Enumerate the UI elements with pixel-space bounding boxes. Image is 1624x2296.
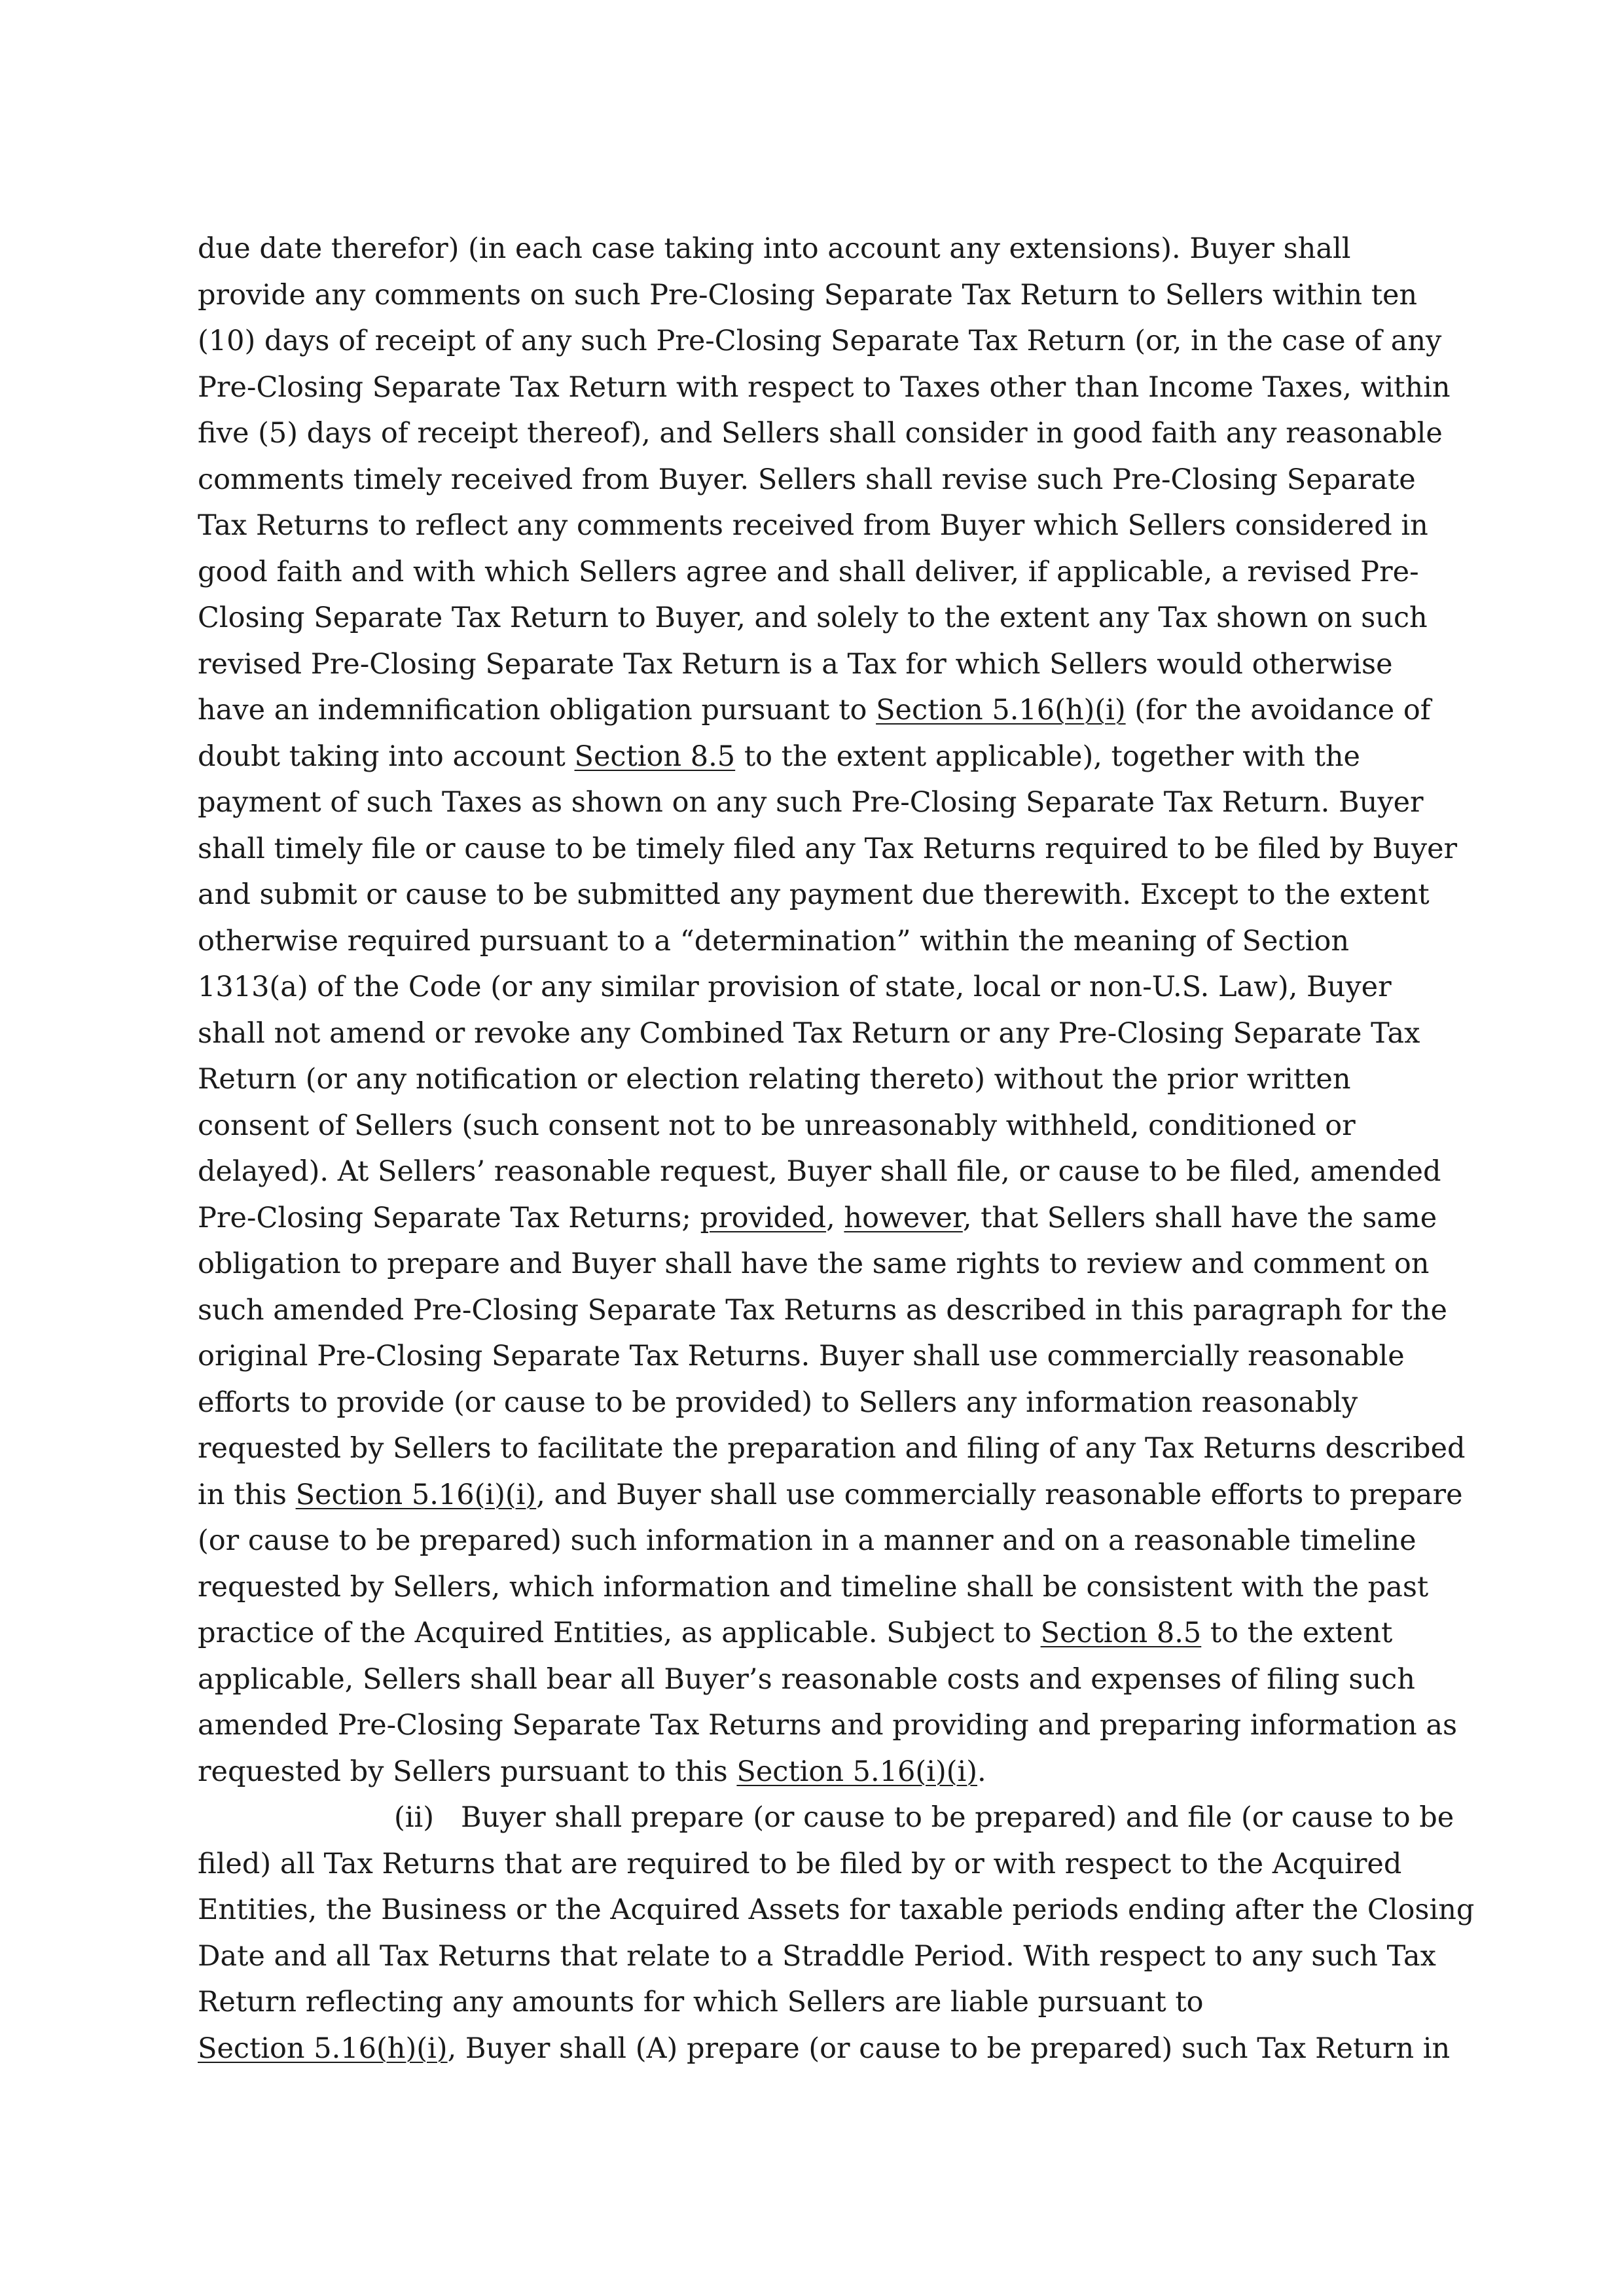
section-reference-link[interactable]: Section 5.16(i)(i) [295,1478,537,1511]
text-line: five (5) days of receipt thereof), and Sellers shall consider in good faith any reasonable [198,417,1443,450]
text-line: doubt taking into account Section 8.5 to the extent applicable), together with the [198,740,1360,773]
text-line: obligation to prepare and Buyer shall have the same rights to review and comment on [198,1247,1430,1280]
text-line: requested by Sellers, which information and timeline shall be consistent with the past [198,1570,1429,1604]
text-line: efforts to provide (or cause to be provided) to Sellers any information reasonably [198,1386,1358,1419]
subsection-ii-start: (ii) Buyer shall prepare (or cause to be prepared) and file (or cause to be [394,1801,1454,1834]
text-line: Tax Returns to reflect any comments received from Buyer which Sellers considered in [198,509,1428,542]
section-reference-link[interactable]: Section 5.16(h)(i) [198,2032,448,2065]
text-line: revised Pre-Closing Separate Tax Return is a Tax for which Sellers would otherwise [198,647,1393,681]
text-line: 1313(a) of the Code (or any similar provision of state, local or non-U.S. Law), Buyer [198,971,1392,1003]
provided-term: provided [700,1201,827,1234]
text-line: requested by Sellers pursuant to this Section 5.16(i)(i). [198,1755,986,1788]
text-line: have an indemnification obligation pursuant to Section 5.16(h)(i) (for the avoidance of [198,694,1431,726]
section-reference-link[interactable]: Section 5.16(i)(i) [736,1755,978,1788]
text-line: Closing Separate Tax Return to Buyer, and solely to the extent any Tax shown on such [198,601,1428,634]
text-line: Pre-Closing Separate Tax Return with respect to Taxes other than Income Taxes, within [198,370,1451,404]
however-term: however [844,1201,963,1234]
text-line: comments timely received from Buyer. Sellers shall revise such Pre-Closing Separate [198,463,1416,496]
text-line: payment of such Taxes as shown on any such Pre-Closing Separate Tax Return. Buyer [198,786,1424,819]
text-line: (or cause to be prepared) such information in a manner and on a reasonable timeline [198,1524,1416,1557]
text-line: original Pre-Closing Separate Tax Returns. Buyer shall use commercially reasonable [198,1340,1405,1372]
text-line: such amended Pre-Closing Separate Tax Returns as described in this paragraph for the [198,1293,1447,1327]
text-line: consent of Sellers (such consent not to be unreasonably withheld, conditioned or [198,1109,1356,1142]
text-line: delayed). At Sellers’ reasonable request, Buyer shall file, or cause to be filed, amended [198,1155,1441,1188]
text-line: Date and all Tax Returns that relate to a Straddle Period. With respect to any such Tax [198,1939,1436,1973]
section-reference-link[interactable]: Section 5.16(h)(i) [876,694,1126,726]
body-text [198,226,1475,2072]
text-line: shall timely file or cause to be timely filed any Tax Returns required to be filed by Buyer [198,832,1458,865]
text-line: Pre-Closing Separate Tax Returns; provided, however, that Sellers shall have the same [198,1201,1437,1234]
text-line: Entities, the Business or the Acquired Assets for taxable periods ending after the Closing [198,1893,1475,1926]
text-line: (10) days of receipt of any such Pre-Closing Separate Tax Return (or, in the case of any [198,325,1442,357]
text-line: provide any comments on such Pre-Closing Separate Tax Return to Sellers within ten [198,278,1418,312]
text-line: good faith and with which Sellers agree and shall deliver, if applicable, a revised Pre- [198,555,1419,588]
text-line: amended Pre-Closing Separate Tax Returns and providing and preparing information as [198,1709,1458,1742]
text-line: requested by Sellers to facilitate the preparation and filing of any Tax Returns described [198,1432,1466,1465]
text-line: Section 5.16(h)(i), Buyer shall (A) prepare (or cause to be prepared) such Tax Return in [198,2032,1451,2065]
text-line: practice of the Acquired Entities, as applicable. Subject to Section 8.5 to the extent [198,1617,1393,1649]
section-reference-link[interactable]: Section 8.5 [1040,1617,1202,1649]
text-line: otherwise required pursuant to a “determination” within the meaning of Section [198,924,1350,958]
text-line: in this Section 5.16(i)(i), and Buyer shall use commercially reasonable efforts to prepare [198,1478,1463,1511]
text-line: Return (or any notification or election relating thereto) without the prior written [198,1063,1351,1096]
text-line: due date therefor) (in each case taking into account any extensions). Buyer shall [198,232,1351,265]
text-line: filed) all Tax Returns that are required to be filed by or with respect to the Acquired [198,1847,1402,1880]
text-line: shall not amend or revoke any Combined Tax Return or any Pre-Closing Separate Tax [198,1016,1420,1050]
text-line: Return reflecting any amounts for which Sellers are liable pursuant to [198,1986,1204,2018]
text-line: and submit or cause to be submitted any payment due therewith. Except to the extent [198,878,1430,911]
text-line: applicable, Sellers shall bear all Buyer’s reasonable costs and expenses of filing such [198,1662,1415,1696]
section-reference-link[interactable]: Section 8.5 [574,740,736,773]
